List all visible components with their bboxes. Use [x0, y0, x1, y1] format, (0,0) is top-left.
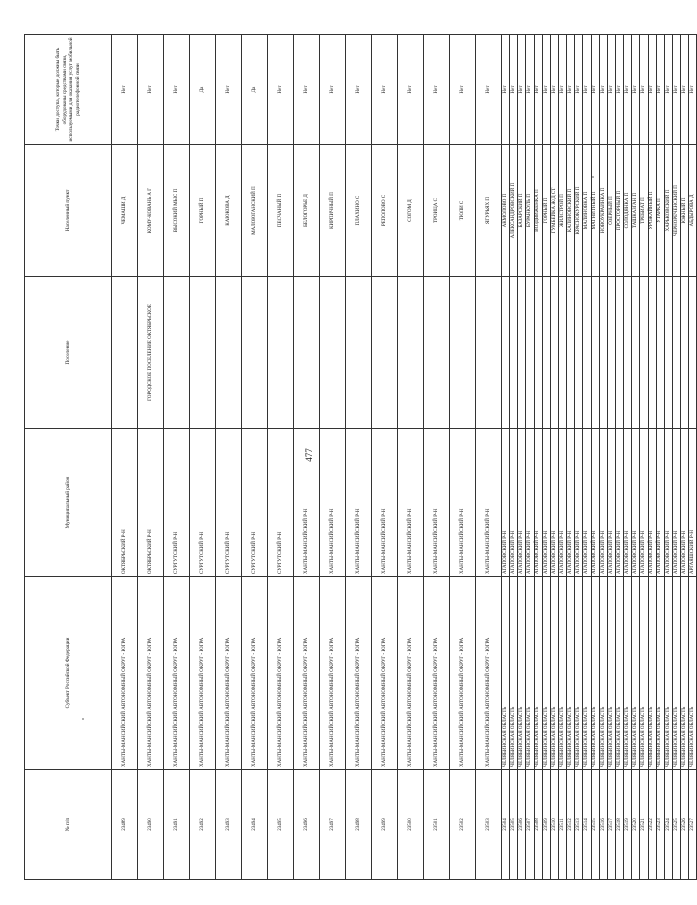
- row-access-required: Нет: [138, 35, 164, 145]
- row-district: СУРГУТСКИЙ Р-Н: [164, 429, 190, 577]
- row-district: АГАПОВСКИЙ Р-Н: [615, 429, 623, 577]
- row-subject: ЧЕЛЯБИНСКАЯ ОБЛАСТЬ: [648, 577, 656, 770]
- row-access-required: Нет: [583, 35, 591, 145]
- row-district: АГАПОВСКИЙ Р-Н: [583, 429, 591, 577]
- table-row: [689, 35, 697, 880]
- header-subject: Субъект Российской Федерации: [25, 577, 112, 770]
- row-district: АГАПОВСКИЙ Р-Н: [542, 429, 550, 577]
- rotated-document-table: [24, 35, 696, 880]
- row-settlement: [672, 277, 680, 429]
- row-number: 23491: [164, 770, 190, 880]
- table-row: [534, 35, 542, 880]
- row-number: 23507: [526, 770, 534, 880]
- table-row: [476, 35, 502, 880]
- row-subject: ЧЕЛЯБИНСКАЯ ОБЛАСТЬ: [681, 577, 689, 770]
- row-district: СУРГУТСКИЙ Р-Н: [190, 429, 216, 577]
- row-number: 23526: [681, 770, 689, 880]
- row-locality: ТРОИЦА С: [424, 145, 450, 277]
- row-access-required: Нет: [599, 35, 607, 145]
- row-number: 23498: [346, 770, 372, 880]
- table-body: [112, 35, 697, 880]
- row-settlement: [615, 277, 623, 429]
- row-subject: ЧЕЛЯБИНСКАЯ ОБЛАСТЬ: [550, 577, 558, 770]
- row-access-required: Нет: [689, 35, 697, 145]
- row-settlement: [681, 277, 689, 429]
- row-settlement: [542, 277, 550, 429]
- row-number: 23525: [672, 770, 680, 880]
- row-access-required: Нет: [502, 35, 510, 145]
- row-locality: РЕПОЛОВО С: [372, 145, 398, 277]
- row-locality: ХАРЬКОВСКИЙ П: [664, 145, 672, 277]
- table-row: [138, 35, 164, 880]
- row-locality: ТРЕБИАТ П: [640, 145, 648, 277]
- row-locality: КАЮКОВА Д: [216, 145, 242, 277]
- row-locality: ГОРНЫЙ П: [190, 145, 216, 277]
- row-district: АГАПОВСКИЙ Р-Н: [648, 429, 656, 577]
- row-district: АГАПОВСКИЙ Р-Н: [567, 429, 575, 577]
- row-district: АГАПОВСКИЙ Р-Н: [632, 429, 640, 577]
- row-number: 23522: [648, 770, 656, 880]
- row-settlement: [476, 277, 502, 429]
- row-settlement: [656, 277, 664, 429]
- row-settlement: [632, 277, 640, 429]
- row-subject: ЧЕЛЯБИНСКАЯ ОБЛАСТЬ: [534, 577, 542, 770]
- row-locality: КАЛИНОВСКИЙ П: [567, 145, 575, 277]
- row-locality: КРАСНОКУРСКИЙ П: [575, 145, 583, 277]
- table-header: [25, 35, 112, 880]
- header-number: № п/п: [25, 770, 112, 880]
- row-district: ХАНТЫ-МАНСИЙСКИЙ Р-Н: [476, 429, 502, 577]
- row-settlement: [320, 277, 346, 429]
- row-number: 23495: [268, 770, 294, 880]
- row-subject: ХАНТЫ-МАНСИЙСКИЙ АВТОНОМНЫЙ ОКРУГ - ЮГРА: [346, 577, 372, 770]
- row-district: АГАПОВСКИЙ Р-Н: [599, 429, 607, 577]
- table-row: [607, 35, 615, 880]
- row-district: АГАПОВСКИЙ Р-Н: [681, 429, 689, 577]
- row-locality: ТАШКАЗГАН П: [632, 145, 640, 277]
- table-row: [648, 35, 656, 880]
- row-locality: ВОЗДВИЖЕНКА П: [534, 145, 542, 277]
- table-row: [615, 35, 623, 880]
- row-locality: СОЛОДЯНКА П: [624, 145, 632, 277]
- row-settlement: [190, 277, 216, 429]
- row-access-required: Нет: [558, 35, 566, 145]
- row-district: ХАНТЫ-МАНСИЙСКИЙ Р-Н: [398, 429, 424, 577]
- row-access-required: Нет: [640, 35, 648, 145]
- table-row: [624, 35, 632, 880]
- row-number: 23510: [550, 770, 558, 880]
- table-row: [372, 35, 398, 880]
- row-number: 23524: [664, 770, 672, 880]
- row-district: ХАНТЫ-МАНСИЙСКИЙ Р-Н: [346, 429, 372, 577]
- row-number: 23492: [190, 770, 216, 880]
- row-locality: СОГОМ Д: [398, 145, 424, 277]
- row-access-required: Нет: [575, 35, 583, 145]
- table-row: [664, 35, 672, 880]
- row-number: 23512: [567, 770, 575, 880]
- row-district: АГАПОВСКИЙ Р-Н: [550, 429, 558, 577]
- row-access-required: Да: [242, 35, 268, 145]
- row-access-required: Нет: [664, 35, 672, 145]
- row-subject: ХАНТЫ-МАНСИЙСКИЙ АВТОНОМНЫЙ ОКРУГ - ЮГРА: [242, 577, 268, 770]
- row-locality: КОМУ-КОВАНЬ А Г: [138, 145, 164, 277]
- row-access-required: Нет: [320, 35, 346, 145]
- header-locality: Населенный пункт: [25, 145, 112, 277]
- row-locality: ПЛАХИНО С: [346, 145, 372, 277]
- row-district: СУРГУТСКИЙ Р-Н: [242, 429, 268, 577]
- row-access-required: Нет: [615, 35, 623, 145]
- row-subject: ЧЕЛЯБИНСКАЯ ОБЛАСТЬ: [607, 577, 615, 770]
- table-row: [502, 35, 510, 880]
- row-subject: ЧЕЛЯБИНСКАЯ ОБЛАСТЬ: [558, 577, 566, 770]
- row-access-required: Нет: [424, 35, 450, 145]
- row-number: 23514: [583, 770, 591, 880]
- row-number: 23502: [450, 770, 476, 880]
- row-locality: АБДЫРОВА Д: [689, 145, 697, 277]
- row-number: 23504: [502, 770, 510, 880]
- row-district: АГАПОВСКИЙ Р-Н: [534, 429, 542, 577]
- row-access-required: Нет: [372, 35, 398, 145]
- row-access-required: Нет: [567, 35, 575, 145]
- row-subject: ЧЕЛЯБИНСКАЯ ОБЛАСТЬ: [526, 577, 534, 770]
- row-subject: ЧЕЛЯБИНСКАЯ ОБЛАСТЬ: [689, 577, 697, 770]
- row-locality: БЕЛОГОРЬЕ Д: [294, 145, 320, 277]
- row-locality: ПРОСТОРНЫЙ П: [615, 145, 623, 277]
- row-subject: ЧЕЛЯБИНСКАЯ ОБЛАСТЬ: [502, 577, 510, 770]
- table-row: [450, 35, 476, 880]
- row-settlement: [624, 277, 632, 429]
- row-settlement: [583, 277, 591, 429]
- row-locality: БАЗАРСКИЙ П: [518, 145, 526, 277]
- row-subject: ХАНТЫ-МАНСИЙСКИЙ АВТОНОМНЫЙ ОКРУГ - ЮГРА: [112, 577, 138, 770]
- row-settlement: [502, 277, 510, 429]
- row-number: 23518: [615, 770, 623, 880]
- row-subject: ХАНТЫ-МАНСИЙСКИЙ АВТОНОМНЫЙ ОКРУГ - ЮГРА: [268, 577, 294, 770]
- row-access-required: Да: [190, 35, 216, 145]
- row-district: АГАПОВСКИЙ Р-Н: [575, 429, 583, 577]
- row-settlement: ГОРОДСКОЕ ПОСЕЛЕНИЕ ОКТЯБРЬСКОЕ: [138, 277, 164, 429]
- row-settlement: [112, 277, 138, 429]
- row-locality: ЯГУРЬЯХ П: [476, 145, 502, 277]
- row-settlement: [424, 277, 450, 429]
- table-row: [575, 35, 583, 880]
- row-access-required: Нет: [526, 35, 534, 145]
- row-locality: ГУМБЕЙКА Ж/Д СТ: [550, 145, 558, 277]
- row-access-required: Нет: [112, 35, 138, 145]
- row-locality: КИРПИЧНЫЙ П: [320, 145, 346, 277]
- row-number: 23508: [534, 770, 542, 880]
- row-number: 23519: [624, 770, 632, 880]
- row-settlement: [689, 277, 697, 429]
- row-subject: ЧЕЛЯБИНСКАЯ ОБЛАСТЬ: [583, 577, 591, 770]
- header-settlement: Поселение: [25, 277, 112, 429]
- row-subject: ЧЕЛЯБИНСКАЯ ОБЛАСТЬ: [664, 577, 672, 770]
- table-row: [268, 35, 294, 880]
- table-row: [550, 35, 558, 880]
- row-settlement: [346, 277, 372, 429]
- row-settlement: [550, 277, 558, 429]
- row-district: ХАНТЫ-МАНСИЙСКИЙ Р-Н: [450, 429, 476, 577]
- table-row: [681, 35, 689, 880]
- row-number: 23489: [112, 770, 138, 880]
- row-access-required: Нет: [648, 35, 656, 145]
- row-access-required: Нет: [550, 35, 558, 145]
- row-district: АГАПОВСКИЙ Р-Н: [664, 429, 672, 577]
- row-settlement: [398, 277, 424, 429]
- row-access-required: Нет: [268, 35, 294, 145]
- row-subject: ХАНТЫ-МАНСИЙСКИЙ АВТОНОМНЫЙ ОКРУГ - ЮГРА: [450, 577, 476, 770]
- row-settlement: [216, 277, 242, 429]
- table-row: [526, 35, 534, 880]
- row-number: 23506: [518, 770, 526, 880]
- row-district: АГАПОВСКИЙ Р-Н: [502, 429, 510, 577]
- row-subject: ЧЕЛЯБИНСКАЯ ОБЛАСТЬ: [624, 577, 632, 770]
- row-locality: ЧЕРНОРЕЧЕНСКИЙ П: [672, 145, 680, 277]
- row-number: 23503: [476, 770, 502, 880]
- row-number: 23520: [632, 770, 640, 880]
- row-district: ХАНТЫ-МАНСИЙСКИЙ Р-Н: [320, 429, 346, 577]
- row-settlement: [518, 277, 526, 429]
- row-number: 23490: [138, 770, 164, 880]
- row-number: 23511: [558, 770, 566, 880]
- row-settlement: [591, 277, 599, 429]
- row-locality: НОВОУКРАИНКА П: [599, 145, 607, 277]
- row-number: 23509: [542, 770, 550, 880]
- row-locality: АЛЕКСАНДРОВСКИЙ П: [510, 145, 518, 277]
- row-district: СУРГУТСКИЙ Р-Н: [216, 429, 242, 577]
- row-settlement: [567, 277, 575, 429]
- row-access-required: Нет: [632, 35, 640, 145]
- row-settlement: [510, 277, 518, 429]
- table-row: [672, 35, 680, 880]
- row-locality: ГОРНЫЙ П: [542, 145, 550, 277]
- row-number: 23515: [591, 770, 599, 880]
- row-access-required: Нет: [624, 35, 632, 145]
- row-settlement: [640, 277, 648, 429]
- row-locality: УРОЖАЙНЫЙ П: [648, 145, 656, 277]
- table-row: [112, 35, 138, 880]
- table-row: [558, 35, 566, 880]
- row-number: 23527: [689, 770, 697, 880]
- table-row: [591, 35, 599, 880]
- row-access-required: Нет: [346, 35, 372, 145]
- row-subject: ХАНТЫ-МАНСИЙСКИЙ АВТОНОМНЫЙ ОКРУГ - ЮГРА: [138, 577, 164, 770]
- row-locality: ПЕСЧАНЫЙ П: [268, 145, 294, 277]
- row-subject: ЧЕЛЯБИНСКАЯ ОБЛАСТЬ: [591, 577, 599, 770]
- row-access-required: Нет: [216, 35, 242, 145]
- row-access-required: Нет: [476, 35, 502, 145]
- row-subject: ХАНТЫ-МАНСИЙСКИЙ АВТОНОМНЫЙ ОКРУГ - ЮГРА: [190, 577, 216, 770]
- table-row: [640, 35, 648, 880]
- row-access-required: Нет: [681, 35, 689, 145]
- table-row: [542, 35, 550, 880]
- row-subject: ЧЕЛЯБИНСКАЯ ОБЛАСТЬ: [632, 577, 640, 770]
- row-access-required: Нет: [398, 35, 424, 145]
- header-district: Муниципальный район: [25, 429, 112, 577]
- row-settlement: [558, 277, 566, 429]
- row-district: ХАНТЫ-МАНСИЙСКИЙ Р-Н: [424, 429, 450, 577]
- row-number: 23513: [575, 770, 583, 880]
- table-row: [216, 35, 242, 880]
- row-locality: АКМОЛОВО П: [502, 145, 510, 277]
- row-locality: ВЫСОКИЙ МЫС П: [164, 145, 190, 277]
- access-points-table: [24, 34, 697, 880]
- row-access-required: Нет: [294, 35, 320, 145]
- row-locality: ЧЕМАШИ Д: [112, 145, 138, 277]
- row-number: 23493: [216, 770, 242, 880]
- row-settlement: [664, 277, 672, 429]
- row-district: АГАПОВСКИЙ Р-Н: [624, 429, 632, 577]
- row-district: АГАПОВСКИЙ Р-Н: [510, 429, 518, 577]
- row-access-required: Нет: [164, 35, 190, 145]
- row-district: АГАПОВСКИЙ Р-Н: [518, 429, 526, 577]
- table-row: [398, 35, 424, 880]
- row-settlement: [607, 277, 615, 429]
- row-settlement: [575, 277, 583, 429]
- row-settlement: [242, 277, 268, 429]
- row-settlement: [526, 277, 534, 429]
- row-settlement: [599, 277, 607, 429]
- header-access-required: Точки доступа, которые должны быть оборудованы средствами связи, используемыми для оказания услуг мобильной радиотелефонной связи: [25, 35, 112, 145]
- row-subject: ХАНТЫ-МАНСИЙСКИЙ АВТОНОМНЫЙ ОКРУГ - ЮГРА: [294, 577, 320, 770]
- row-subject: ХАНТЫ-МАНСИЙСКИЙ АВТОНОМНЫЙ ОКРУГ - ЮГРА: [320, 577, 346, 770]
- row-subject: ЧЕЛЯБИНСКАЯ ОБЛАСТЬ: [542, 577, 550, 770]
- row-district: АРГАЯШСКИЙ Р-Н: [689, 429, 697, 577]
- row-access-required: Нет: [607, 35, 615, 145]
- table-row: [242, 35, 268, 880]
- row-number: 23494: [242, 770, 268, 880]
- row-subject: ЧЕЛЯБИНСКАЯ ОБЛАСТЬ: [672, 577, 680, 770]
- row-number: 23516: [599, 770, 607, 880]
- row-district: АГАПОВСКИЙ Р-Н: [558, 429, 566, 577]
- row-number: 23500: [398, 770, 424, 880]
- row-settlement: [164, 277, 190, 429]
- row-number: 23505: [510, 770, 518, 880]
- table-row: [632, 35, 640, 880]
- page-number-text: 477: [304, 448, 314, 462]
- table-row: [190, 35, 216, 880]
- row-subject: ЧЕЛЯБИНСКАЯ ОБЛАСТЬ: [518, 577, 526, 770]
- row-subject: ЧЕЛЯБИНСКАЯ ОБЛАСТЬ: [656, 577, 664, 770]
- row-settlement: [294, 277, 320, 429]
- row-access-required: Нет: [672, 35, 680, 145]
- header-row: [25, 35, 112, 880]
- table-row: [599, 35, 607, 880]
- row-district: АГАПОВСКИЙ Р-Н: [672, 429, 680, 577]
- row-subject: ЧЕЛЯБИНСКАЯ ОБЛАСТЬ: [567, 577, 575, 770]
- row-locality: ЮЖНЫЙ П: [681, 145, 689, 277]
- row-number: 23517: [607, 770, 615, 880]
- row-settlement: [372, 277, 398, 429]
- row-locality: ЖИЛСТРОЙ П: [558, 145, 566, 277]
- row-number: 23496: [294, 770, 320, 880]
- row-subject: ЧЕЛЯБИНСКАЯ ОБЛАСТЬ: [640, 577, 648, 770]
- row-settlement: [648, 277, 656, 429]
- row-subject: ЧЕЛЯБИНСКАЯ ОБЛАСТЬ: [615, 577, 623, 770]
- row-locality: БУРАНКУЛЬ П: [526, 145, 534, 277]
- row-subject: ХАНТЫ-МАНСИЙСКИЙ АВТОНОМНЫЙ ОКРУГ - ЮГРА: [476, 577, 502, 770]
- table-row: [346, 35, 372, 880]
- row-district: АГАПОВСКИЙ Р-Н: [591, 429, 599, 577]
- row-district: АГАПОВСКИЙ Р-Н: [526, 429, 534, 577]
- row-number: 23523: [656, 770, 664, 880]
- row-access-required: Нет: [591, 35, 599, 145]
- table-row: [164, 35, 190, 880]
- row-subject: ЧЕЛЯБИНСКАЯ ОБЛАСТЬ: [599, 577, 607, 770]
- row-locality: МАГНИТНЫЙ П: [591, 145, 599, 277]
- row-subject: ЧЕЛЯБИНСКАЯ ОБЛАСТЬ: [575, 577, 583, 770]
- row-access-required: Нет: [656, 35, 664, 145]
- row-settlement: [534, 277, 542, 429]
- row-subject: ХАНТЫ-МАНСИЙСКИЙ АВТОНОМНЫЙ ОКРУГ - ЮГРА: [216, 577, 242, 770]
- row-subject: ХАНТЫ-МАНСИЙСКИЙ АВТОНОМНЫЙ ОКРУГ - ЮГРА: [424, 577, 450, 770]
- row-subject: ХАНТЫ-МАНСИЙСКИЙ АВТОНОМНЫЙ ОКРУГ - ЮГРА: [164, 577, 190, 770]
- row-district: ОКТЯБРЬСКИЙ Р-Н: [138, 429, 164, 577]
- table-row: [567, 35, 575, 880]
- row-access-required: Нет: [510, 35, 518, 145]
- row-district: АГАПОВСКИЙ Р-Н: [640, 429, 648, 577]
- table-row: [320, 35, 346, 880]
- row-district: АГАПОВСКИЙ Р-Н: [607, 429, 615, 577]
- row-locality: ОЗЕРНЫЙ П: [607, 145, 615, 277]
- table-row: [424, 35, 450, 880]
- row-subject: ЧЕЛЯБИНСКАЯ ОБЛАСТЬ: [510, 577, 518, 770]
- row-settlement: [450, 277, 476, 429]
- row-subject: ХАНТЫ-МАНСИЙСКИЙ АВТОНОМНЫЙ ОКРУГ - ЮГРА: [372, 577, 398, 770]
- row-number: 23499: [372, 770, 398, 880]
- row-locality: ТЮЛИ С: [450, 145, 476, 277]
- row-access-required: Нет: [450, 35, 476, 145]
- row-locality: УТАРКА П: [656, 145, 664, 277]
- table-row: [510, 35, 518, 880]
- row-number: 23497: [320, 770, 346, 880]
- table-row: [583, 35, 591, 880]
- row-access-required: Нет: [534, 35, 542, 145]
- table-row: [656, 35, 664, 880]
- row-access-required: Нет: [542, 35, 550, 145]
- row-district: СУРГУТСКИЙ Р-Н: [268, 429, 294, 577]
- table-row: [518, 35, 526, 880]
- row-locality: МАЛИНОВКА П: [583, 145, 591, 277]
- row-district: ХАНТЫ-МАНСИЙСКИЙ Р-Н: [372, 429, 398, 577]
- row-district: ХАНТЫ-МАНСИЙСКИЙ Р-Н: [294, 429, 320, 577]
- row-locality: МАЛОЮГАНСКИЙ П: [242, 145, 268, 277]
- row-settlement: [268, 277, 294, 429]
- table-row: [294, 35, 320, 880]
- row-subject: ХАНТЫ-МАНСИЙСКИЙ АВТОНОМНЫЙ ОКРУГ - ЮГРА: [398, 577, 424, 770]
- row-number: 23521: [640, 770, 648, 880]
- row-access-required: Нет: [518, 35, 526, 145]
- row-district: АГАПОВСКИЙ Р-Н: [656, 429, 664, 577]
- row-district: ОКТЯБРЬСКИЙ Р-Н: [112, 429, 138, 577]
- row-number: 23501: [424, 770, 450, 880]
